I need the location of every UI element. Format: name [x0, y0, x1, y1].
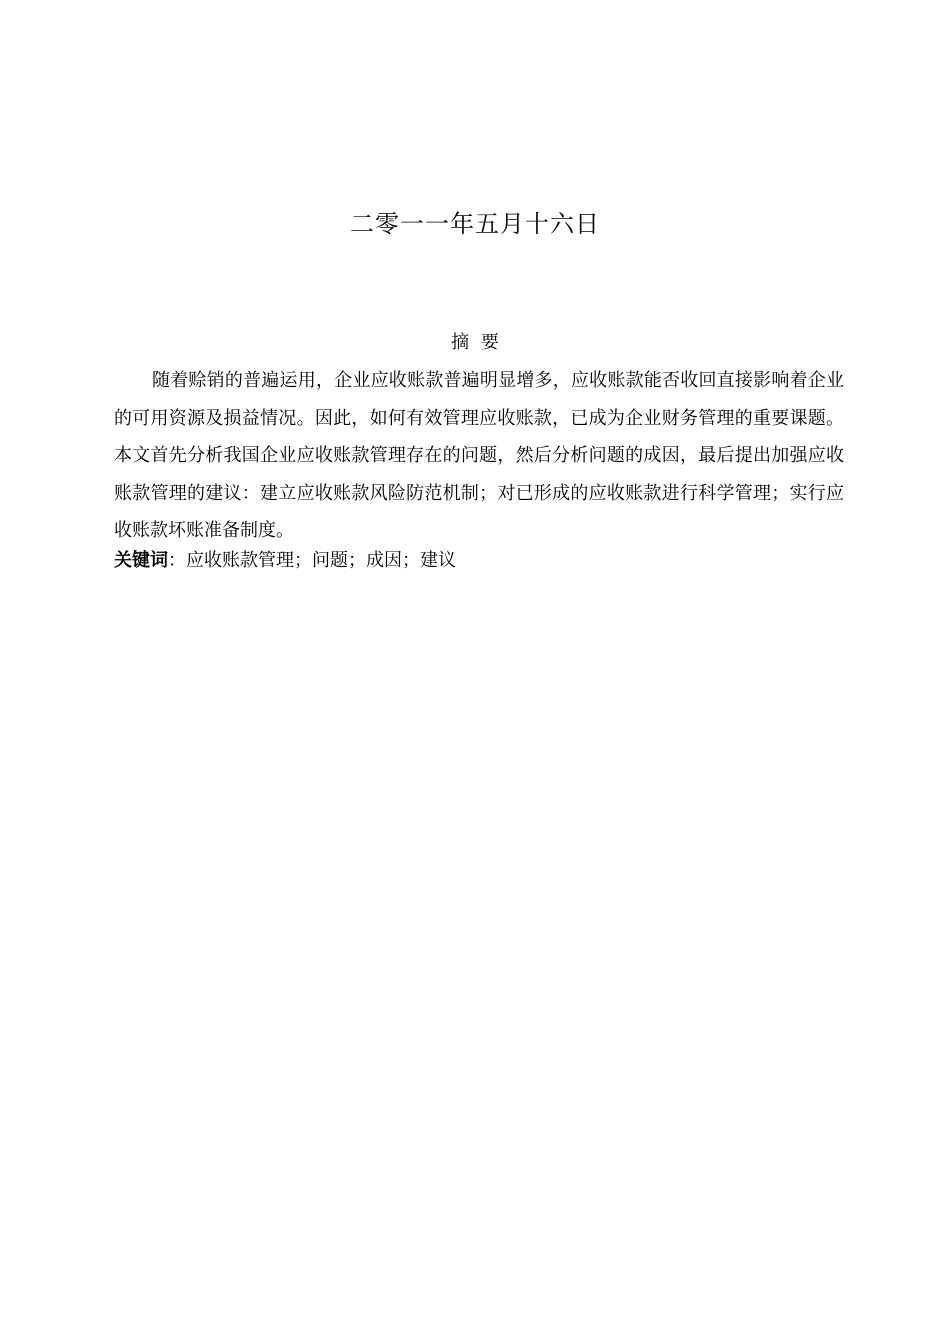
date-line: 二零一一年五月十六日	[350, 210, 600, 238]
abstract-title: 摘 要	[451, 332, 499, 353]
keywords-value: 应收账款管理；问题；成因；建议	[186, 550, 456, 571]
keywords-label: 关键词	[114, 550, 168, 571]
keywords-separator: ：	[168, 550, 186, 571]
abstract-body: 随着赊销的普遍运用，企业应收账款普遍明显增多，应收账款能否收回直接影响着企业的可用资源及损益情况。因此，如何有效管理应收账款，已成为企业财务管理的重要课题。本文首先分析我国企业应收账款管理存在的问题，然后分析问题的成因，最后提出加强应收账款管理的建议：建立应收账款风险防范机制；对已形成的应收账款进行科学管理；实行应收账款坏账准备制度。	[114, 370, 844, 541]
keywords-line	[114, 545, 844, 577]
